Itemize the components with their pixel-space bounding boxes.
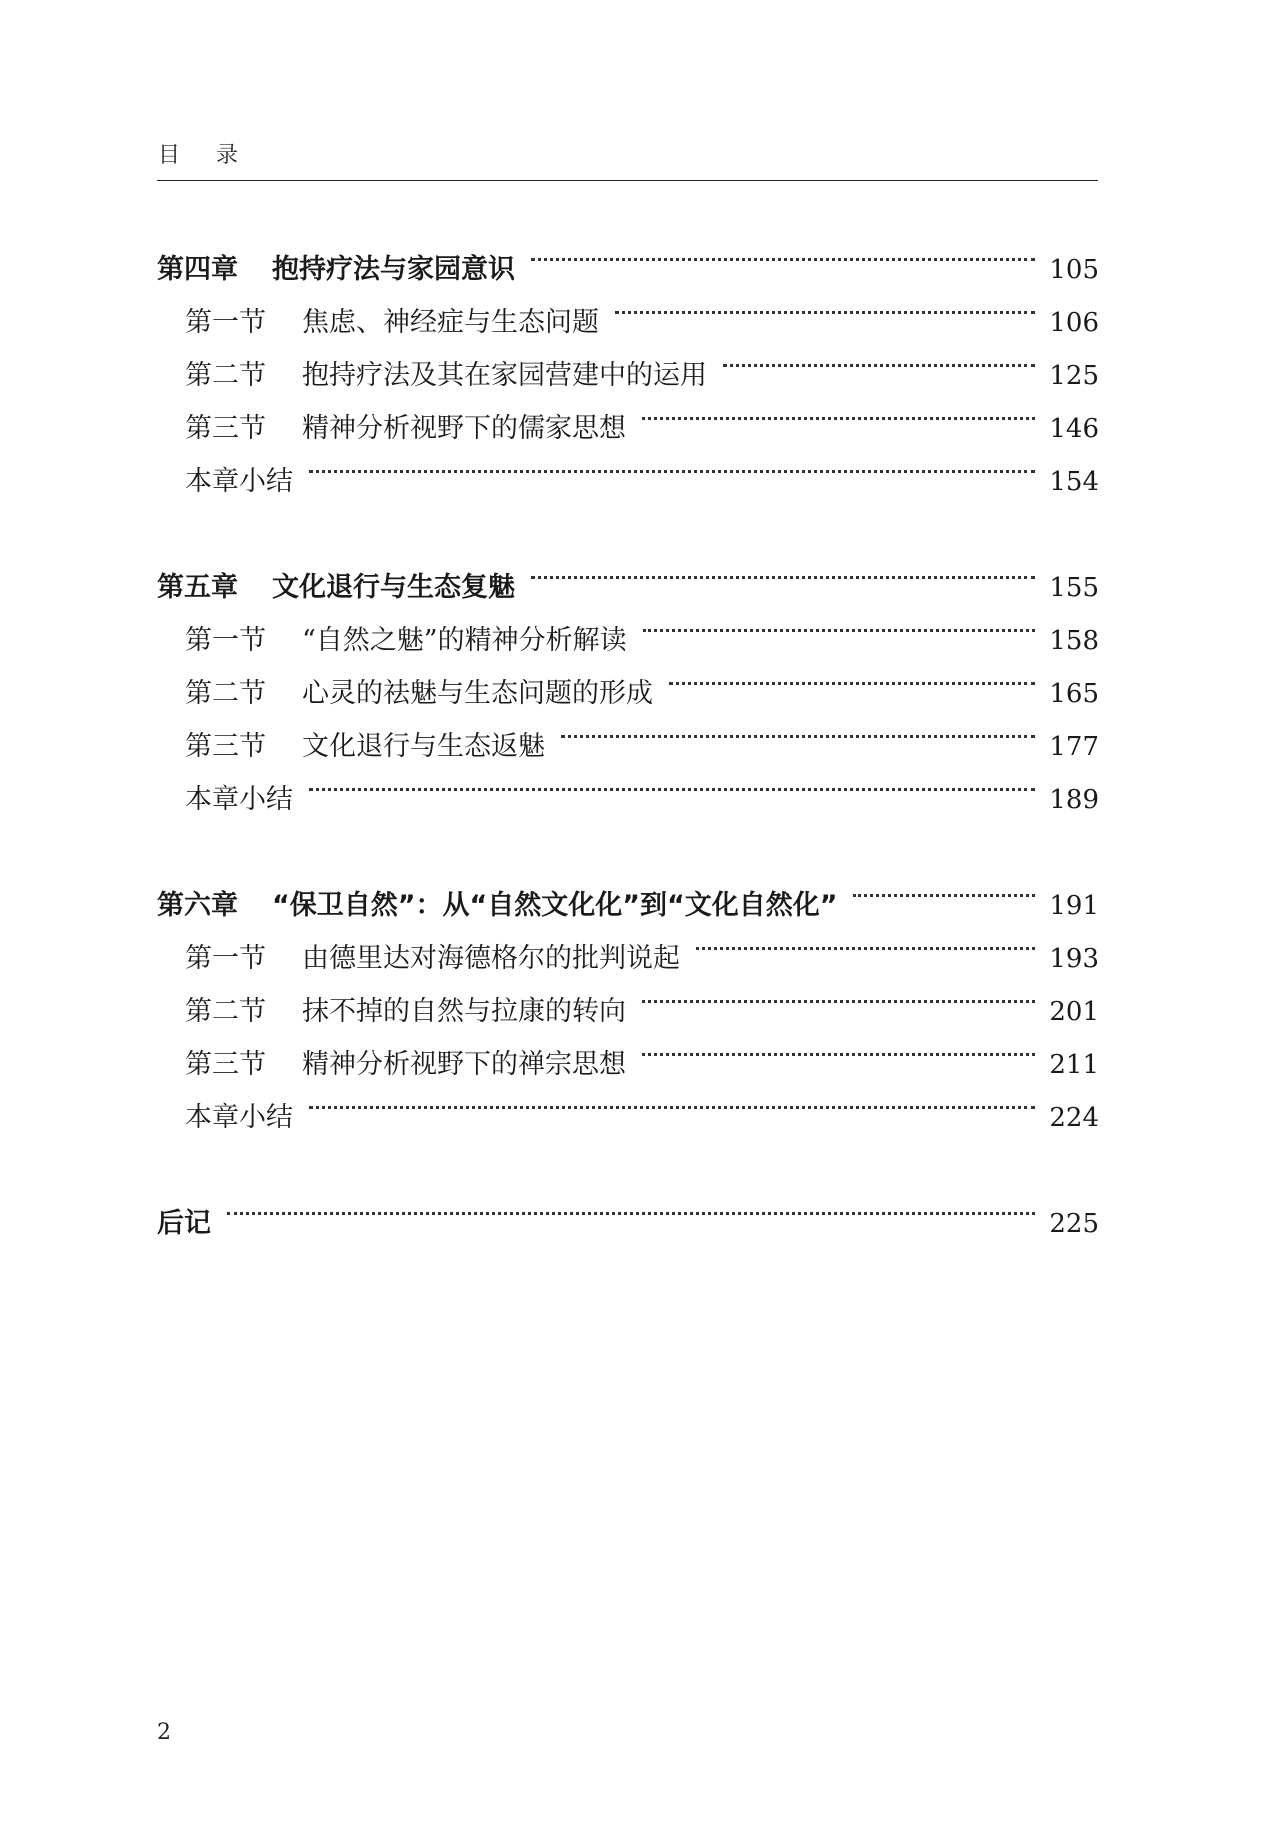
- chapter-title: 抱持疗法与家园意识: [272, 254, 515, 285]
- page-number: 154: [1049, 467, 1099, 497]
- section-title: 心灵的祛魅与生态问题的形成: [302, 678, 653, 709]
- dot-leader: [309, 437, 1035, 490]
- dot-leader: [309, 755, 1035, 808]
- summary-title: 本章小结: [185, 466, 293, 497]
- page-number: 191: [1049, 891, 1099, 921]
- dot-leader: [642, 1020, 1035, 1073]
- page-number: 211: [1049, 1050, 1099, 1080]
- section-title: 抱持疗法及其在家园营建中的运用: [302, 360, 707, 391]
- toc-chapter-6[interactable]: [157, 861, 1099, 921]
- afterword-title: 后记: [157, 1208, 211, 1239]
- page-number: 224: [1049, 1103, 1099, 1133]
- page-number: 165: [1049, 679, 1099, 709]
- section-label: 第三节: [185, 1049, 266, 1080]
- dot-leader: [642, 967, 1035, 1020]
- chapter-title: 文化退行与生态复魅: [272, 572, 515, 603]
- dot-leader: [531, 225, 1035, 278]
- section-label: 第二节: [185, 996, 266, 1027]
- section-label: 第三节: [185, 731, 266, 762]
- page-number: 225: [1049, 1209, 1099, 1239]
- page-number: 146: [1049, 414, 1099, 444]
- chapter-gap: [157, 808, 1099, 861]
- dot-leader: [531, 543, 1035, 596]
- running-head: 目录: [158, 143, 275, 168]
- section-title: 文化退行与生态返魅: [302, 731, 545, 762]
- header-rule: [157, 180, 1098, 181]
- page-number: 201: [1049, 997, 1099, 1027]
- section-title: 抹不掉的自然与拉康的转向: [302, 996, 626, 1027]
- dot-leader: [642, 384, 1035, 437]
- summary-title: 本章小结: [185, 1102, 293, 1133]
- page-number: 105: [1049, 255, 1099, 285]
- summary-title: 本章小结: [185, 784, 293, 815]
- page-number: 125: [1049, 361, 1099, 391]
- page-number: 158: [1049, 626, 1099, 656]
- section-title: 精神分析视野下的禅宗思想: [302, 1049, 626, 1080]
- page-folio: 2: [157, 1720, 171, 1745]
- dot-leader: [615, 278, 1035, 331]
- page-number: 177: [1049, 732, 1099, 762]
- section-label: 第一节: [185, 943, 266, 974]
- section-title: 精神分析视野下的儒家思想: [302, 413, 626, 444]
- section-label: 第一节: [185, 625, 266, 656]
- section-title: 由德里达对海德格尔的批判说起: [302, 943, 680, 974]
- section-title: 焦虑、神经症与生态问题: [302, 307, 599, 338]
- page-number: 155: [1049, 573, 1099, 603]
- toc-chapter-5[interactable]: [157, 543, 1099, 603]
- section-label: 第二节: [185, 360, 266, 391]
- toc-afterword[interactable]: [157, 1179, 1099, 1239]
- page-number: 189: [1049, 785, 1099, 815]
- section-title: “自然之魅”的精神分析解读: [302, 625, 627, 656]
- dot-leader: [669, 649, 1035, 702]
- section-label: 第二节: [185, 678, 266, 709]
- toc-chapter-4[interactable]: [157, 225, 1099, 285]
- dot-leader: [696, 914, 1035, 967]
- section-label: 第三节: [185, 413, 266, 444]
- page-number: 106: [1049, 308, 1099, 338]
- section-label: 第一节: [185, 307, 266, 338]
- dot-leader: [309, 1073, 1035, 1126]
- chapter-label: 第六章: [157, 890, 238, 921]
- dot-leader: [643, 596, 1036, 649]
- chapter-label: 第四章: [157, 254, 238, 285]
- chapter-title: “保卫自然”：从“自然文化化”到“文化自然化”: [272, 890, 838, 921]
- dot-leader: [561, 702, 1035, 755]
- dot-leader: [227, 1179, 1035, 1232]
- chapter-label: 第五章: [157, 572, 238, 603]
- dot-leader: [723, 331, 1035, 384]
- dot-leader: [853, 861, 1035, 914]
- chapter-gap: [157, 490, 1099, 543]
- table-of-contents: [157, 225, 1099, 1239]
- page-number: 193: [1049, 944, 1099, 974]
- chapter-gap: [157, 1126, 1099, 1179]
